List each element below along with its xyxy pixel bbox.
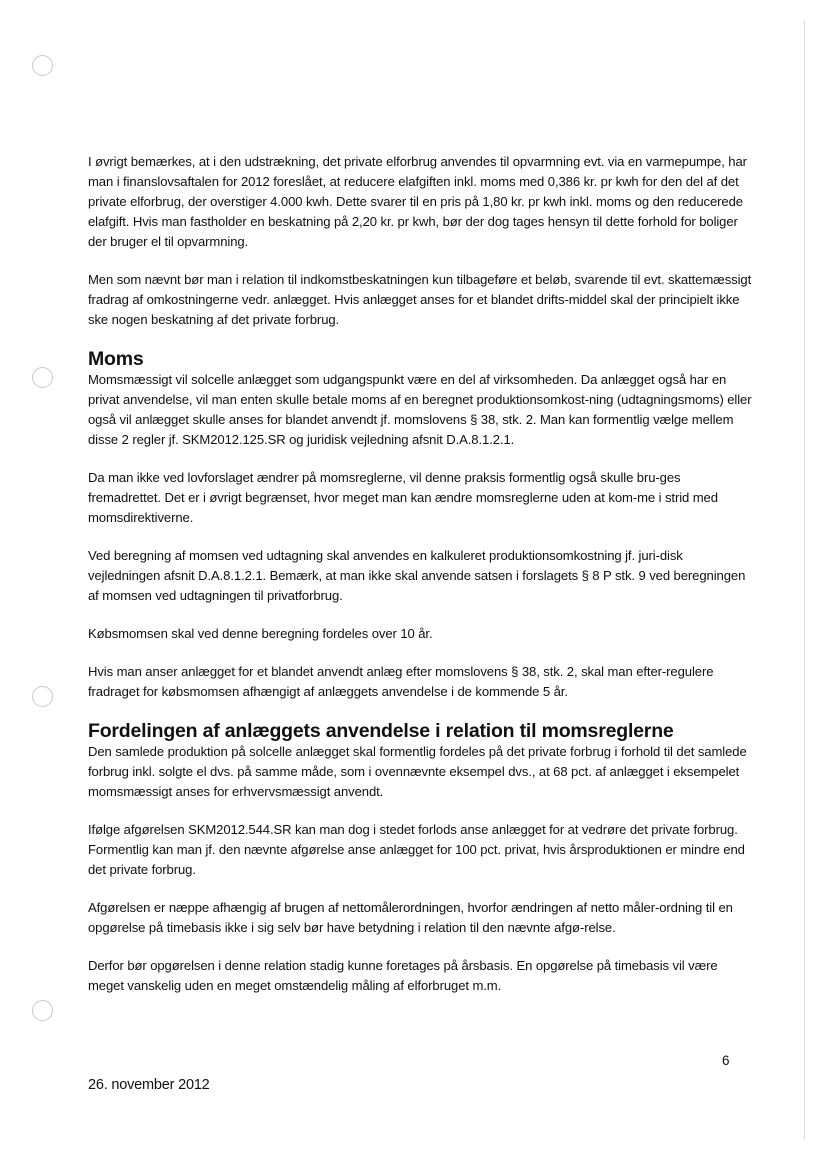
paragraph: Hvis man anser anlægget for et blandet anvendt anlæg efter momslovens § 38, stk. 2, skal man efter-regulere fradraget for købsmomsen afhængigt af anlæggets anvendelse i de kommende 5 år. [88,664,714,699]
paragraph: Da man ikke ved lovforslaget ændrer på momsreglerne, vil denne praksis formentlig også skulle bru-ges fremadrettet. Det er i øvrigt begrænset, hvor meget man kan ændre momsreglerne uden at kom-me i strid med momsdirektiverne. [88,470,718,525]
punch-hole-icon [32,55,53,76]
punch-hole-icon [32,1000,53,1021]
page-edge-divider [804,20,805,1140]
paragraph: Derfor bør opgørelsen i denne relation stadig kunne foretages på årsbasis. En opgørelse på timebasis vil være meget vanskelig uden en meget omstændelig måling af elforbruget m.m. [88,958,718,993]
paragraph: I øvrigt bemærkes, at i den udstrækning, det private elforbrug anvendes til opvarmning evt. via en varmepumpe, har man i finanslovsaftalen for 2012 foreslået, at reducere elafgiften inkl. moms med 0,386 kr. pr kwh for den del af det private elforbrug, der overstiger 4.000 kwh. Dette svarer til en pris på 1,80 kr. pr kwh inkl. moms og den reducerede elafgift. Hvis man fastholder en beskatning på 2,20 kr. pr kwh, bør der dog tages hensyn til dette forhold for boliger der bruger el til opvarmning. [88,154,747,249]
footer-date: 26. november 2012 [88,1077,210,1093]
punch-hole-icon [32,686,53,707]
paragraph: Den samlede produktion på solcelle anlægget skal formentlig fordeles på det private forbrug i forhold til det samlede forbrug inkl. solgte el dvs. på samme måde, som i ovennævnte eksempel dvs., at 68 pct. af anlægget i eksempelet momsmæssigt anses for erhvervsmæssigt anvendt. [88,744,747,799]
section-heading-moms: Moms [88,348,144,370]
paragraph: Ifølge afgørelsen SKM2012.544.SR kan man dog i stedet forlods anse anlægget for at vedrøre det private forbrug. Formentlig kan man jf. den nævnte afgørelse anse anlægget for 100 pct. privat, hvis årsproduktionen er mindre end det private forbrug. [88,822,745,877]
document-body [88,152,754,1014]
section-heading-fordeling: Fordelingen af anlæggets anvendelse i relation til momsreglerne [88,720,674,742]
paragraph: Ved beregning af momsen ved udtagning skal anvendes en kalkuleret produktionsomkostning jf. juri-disk vejledningen afsnit D.A.8.1.2.1. Bemærk, at man ikke skal anvende satsen i forslagets § 8 P stk. 9 ved beregningen af momsen ved udtagningen til privatforbrug. [88,548,746,603]
paragraph: Afgørelsen er næppe afhængig af brugen af nettomålerordningen, hvorfor ændringen af netto måler-ordning til en opgørelse på timebasis ikke i sig selv bør have betydning i relation til den nævnte afgø-relse. [88,900,733,935]
paragraph: Købsmomsen skal ved denne beregning fordeles over 10 år. [88,626,433,641]
paragraph: Men som nævnt bør man i relation til indkomstbeskatningen kun tilbageføre et beløb, svarende til evt. skattemæssigt fradrag af omkostningerne vedr. anlægget. Hvis anlægget anses for et blandet drifts-middel skal der principielt ikke ske nogen beskatning af det private forbrug. [88,272,752,327]
paragraph: Momsmæssigt vil solcelle anlægget som udgangspunkt være en del af virksomheden. Da anlægget også har en privat anvendelse, vil man enten skulle betale moms af en beregnet produktionsomkost-ning (udtagningsmoms) eller også vil anlægget skulle anses for blandet anvendt jf. momslovens § 38, stk. 2. Man kan formentlig vælge mellem disse 2 regler jf. SKM2012.125.SR og juridisk vejledning afsnit D.A.8.1.2.1. [88,372,752,447]
punch-hole-icon [32,367,53,388]
page-number: 6 [722,1053,730,1068]
